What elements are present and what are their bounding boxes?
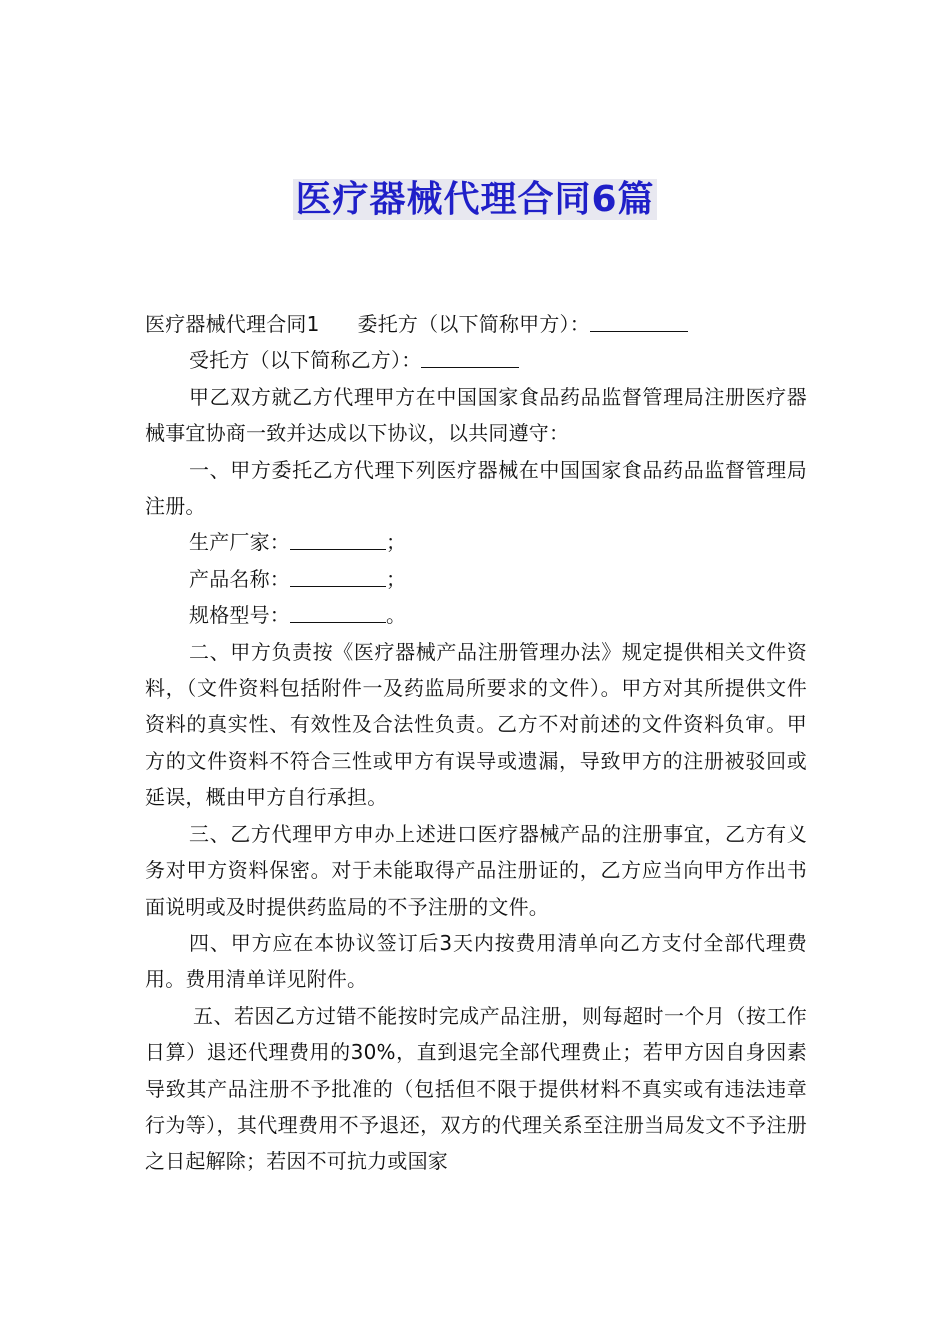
manufacturer-label: 生产厂家：	[189, 530, 290, 555]
clause-4-paragraph: 四、甲方应在本协议签订后3天内按费用清单向乙方支付全部代理费用。费用清单详见附件。	[145, 930, 807, 992]
product-name-label: 产品名称：	[189, 566, 290, 591]
manufacturer-end: ；	[386, 530, 407, 555]
document-title	[0, 178, 950, 222]
model-end: 。	[386, 603, 407, 628]
manufacturer-field	[145, 524, 807, 560]
clause-1-paragraph: 一、甲方委托乙方代理下列医疗器械在中国国家食品药品监督管理局注册。	[145, 457, 807, 519]
product-name-end: ；	[386, 566, 407, 591]
model-label: 规格型号：	[189, 603, 290, 628]
party-b-blank	[421, 347, 519, 368]
model-field	[145, 597, 807, 633]
party-b-label: 受托方（以下简称乙方）：	[189, 348, 422, 373]
party-a-blank	[590, 311, 688, 332]
product-name-blank	[290, 566, 386, 587]
clause-3-paragraph: 三、乙方代理甲方申办上述进口医疗器械产品的注册事宜，乙方有义务对甲方资料保密。对于未能取得产品注册证的，乙方应当向甲方作出书面说明或及时提供药监局的不予注册的文件。	[145, 821, 807, 919]
product-name-field	[145, 561, 807, 597]
document-title-text: 医疗器械代理合同6篇	[295, 179, 655, 220]
contract-number-label: 医疗器械代理合同1	[145, 312, 320, 336]
manufacturer-blank	[290, 529, 386, 550]
clause-5-paragraph: 五、若因乙方过错不能按时完成产品注册，则每超时一个月（按工作日算）退还代理费用的30%，直到退完全部代理费止；若甲方因自身因素导致其产品注册不予批准的（包括但不限于提供材料不真实或有违法违章行为等），其代理费用不予退还，双方的代理关系至注册当局发文不予注册之日起解除；若因不可抗力或国家	[145, 1003, 807, 1174]
model-blank	[290, 602, 386, 623]
intro-paragraph: 甲乙双方就乙方代理甲方在中国国家食品药品监督管理局注册医疗器械事宜协商一致并达成以下协议，以共同遵守：	[145, 384, 807, 446]
party-a-label: 委托方（以下简称甲方）：	[357, 312, 590, 336]
contract-header-line	[145, 306, 807, 342]
document-body	[145, 306, 807, 1180]
party-b-line	[145, 342, 807, 378]
clause-2-paragraph: 二、甲方负责按《医疗器械产品注册管理办法》规定提供相关文件资料，（文件资料包括附件一及药监局所要求的文件）。甲方对其所提供文件资料的真实性、有效性及合法性负责。乙方不对前述的文件资料负审。甲方的文件资料不符合三性或甲方有误导或遗漏，导致甲方的注册被驳回或延误，概由甲方自行承担。	[145, 639, 807, 810]
